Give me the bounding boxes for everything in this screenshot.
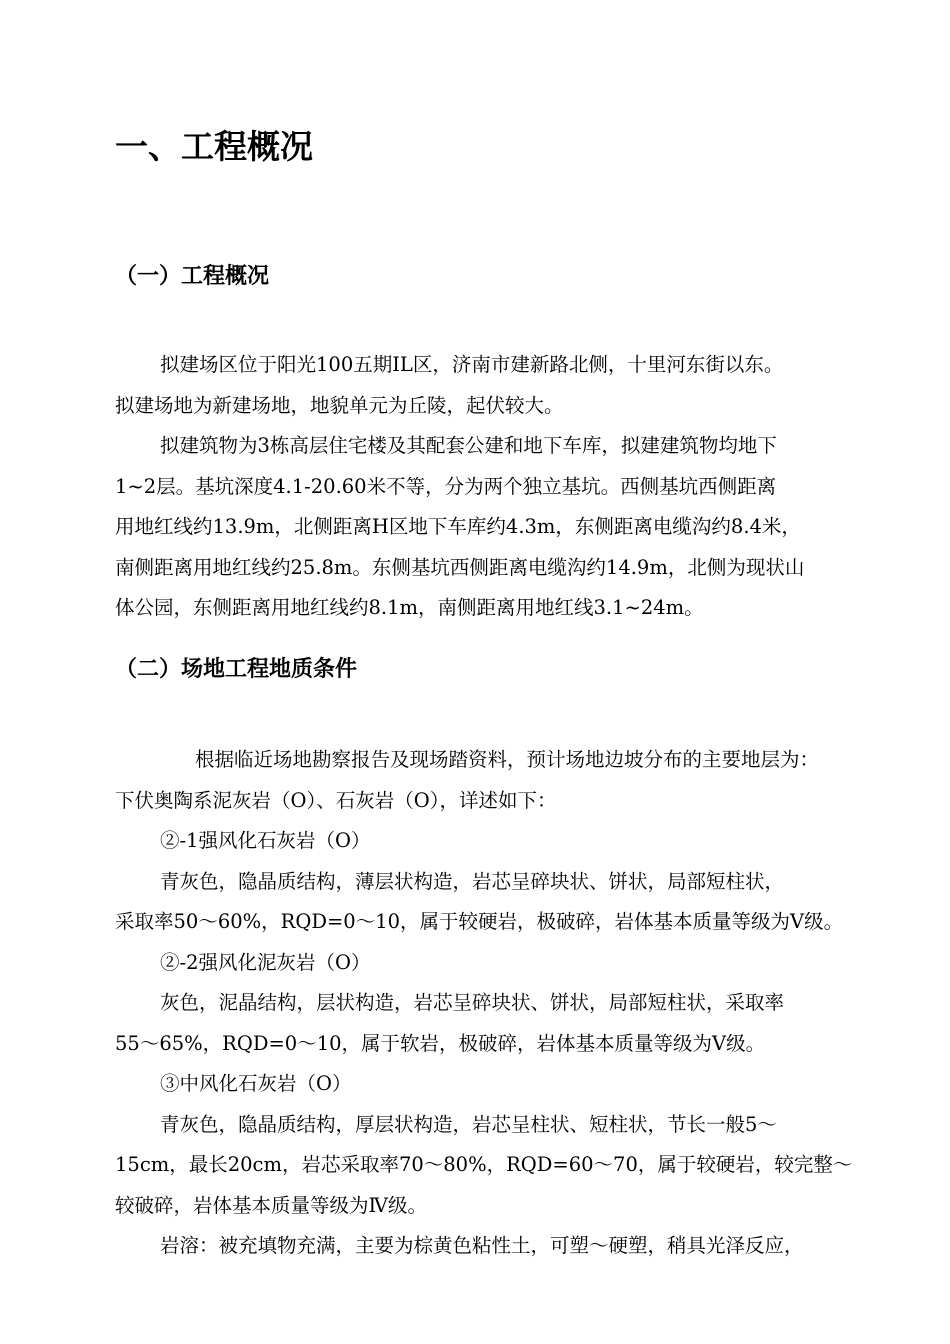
paragraph-line: 岩溶：被充填物充满，主要为棕黄色粘性土，可塑～硬塑，稍具光泽反应， — [160, 1234, 804, 1257]
paragraph-line: 用地红线约13.9m，北侧距离H区地下车库约4.3m，东侧距离电缆沟约8.4米， — [115, 515, 801, 538]
paragraph-line: 较破碎，岩体基本质量等级为Ⅳ级。 — [115, 1193, 427, 1217]
paragraph-line: 根据临近场地勘察报告及现场踏资料，预计场地边坡分布的主要地层为： — [195, 748, 820, 771]
paragraph-line: 采取率50～60%，RQD=0～10，属于较硬岩，极破碎，岩体基本质量等级为Ⅴ级。 — [115, 910, 844, 933]
section-2-body — [115, 740, 905, 1267]
paragraph-line: 55～65%，RQD=0～10，属于软岩，极破碎，岩体基本质量等级为Ⅴ级。 — [115, 1031, 766, 1055]
stratum-heading: ②-1强风化石灰岩（O） — [160, 829, 371, 852]
stratum-heading: ③中风化石灰岩（O） — [160, 1072, 352, 1095]
section-1-body — [115, 345, 905, 629]
paragraph-line: 体公园，东侧距离用地红线约8.1m，南侧距离用地红线3.1~24m。 — [115, 596, 704, 619]
paragraph-line: 青灰色，隐晶质结构，厚层状构造，岩芯呈柱状、短柱状，节长一般5～ — [160, 1112, 777, 1136]
paragraph-line: 拟建场区位于阳光100五期IL区，济南市建新路北侧，十里河东街以东。 — [160, 353, 784, 376]
paragraph-line: 青灰色，隐晶质结构，薄层状构造，岩芯呈碎块状、饼状，局部短柱状， — [160, 869, 785, 893]
document-heading: 一、工程概况 — [115, 127, 313, 166]
section-1-title: （一）工程概况 — [115, 264, 270, 289]
paragraph-line: 拟建筑物为3栋高层住宅楼及其配套公建和地下车库，拟建建筑物均地下 — [160, 434, 777, 457]
paragraph-line: 1~2层。基坑深度4.1-20.60米不等，分为两个独立基坑。西侧基坑西侧距离 — [115, 474, 777, 498]
stratum-heading: ②-2强风化泥灰岩（O） — [160, 950, 371, 974]
section-2-title: （二）场地工程地质条件 — [115, 657, 358, 682]
paragraph-line: 拟建场地为新建场地，地貌单元为丘陵，起伏较大。 — [115, 393, 564, 417]
paragraph-line: 南侧距离用地红线约25.8m。东侧基坑西侧距离电缆沟约14.9m，北侧为现状山 — [115, 555, 805, 579]
paragraph-line: 灰色，泥晶结构，层状构造，岩芯呈碎块状、饼状，局部短柱状，采取率 — [160, 991, 785, 1014]
paragraph-line: 下伏奥陶系泥灰岩（O）、石灰岩（O），详述如下： — [115, 788, 557, 812]
paragraph-line: 15cm，最长20cm，岩芯采取率70～80%，RQD=60～70，属于较硬岩，较完整～ — [115, 1153, 853, 1176]
